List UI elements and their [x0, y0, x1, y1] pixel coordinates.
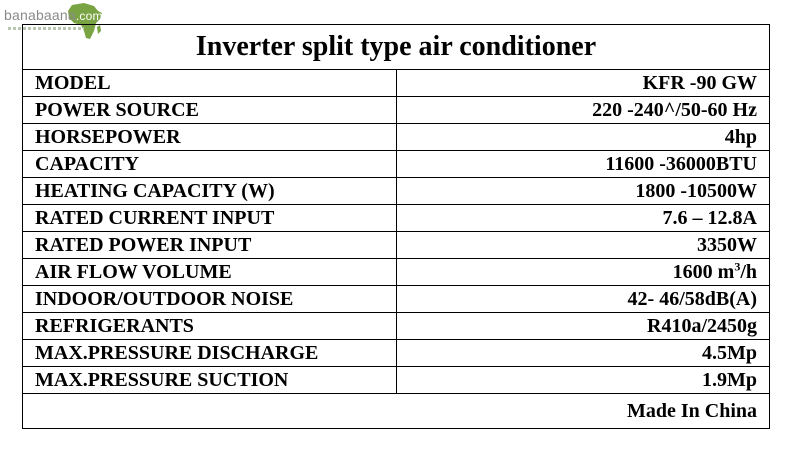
spec-value: 1.9Mp [396, 367, 770, 394]
spec-value: R410a/2450g [396, 313, 770, 340]
spec-label: MAX.PRESSURE SUCTION [23, 367, 397, 394]
spec-value: 7.6 – 12.8A [396, 205, 770, 232]
logo-wordmark [4, 7, 103, 23]
table-row [23, 232, 770, 259]
spec-label: MAX.PRESSURE DISCHARGE [23, 340, 397, 367]
spec-label: AIR FLOW VOLUME [23, 259, 397, 286]
table-row [23, 286, 770, 313]
table-row [23, 124, 770, 151]
footer-row [23, 394, 770, 429]
spec-value: 11600 -36000BTU [396, 151, 770, 178]
spec-label: HORSEPOWER [23, 124, 397, 151]
table-title: Inverter split type air conditioner [23, 25, 770, 70]
spec-table [22, 24, 770, 429]
spec-value [396, 259, 770, 286]
spec-label: RATED CURRENT INPUT [23, 205, 397, 232]
logo-brand: banabaana [4, 7, 76, 23]
spec-value: KFR -90 GW [396, 70, 770, 97]
table-row [23, 340, 770, 367]
table-row [23, 367, 770, 394]
spec-value: 4hp [396, 124, 770, 151]
table-row [23, 70, 770, 97]
table-row [23, 97, 770, 124]
spec-label: REFRIGERANTS [23, 313, 397, 340]
spec-value: 3350W [396, 232, 770, 259]
spec-value: 1800 -10500W [396, 178, 770, 205]
table-row [23, 151, 770, 178]
spec-value-main: 1600 m [672, 261, 735, 283]
spec-value: 4.5Mp [396, 340, 770, 367]
spec-label: INDOOR/OUTDOOR NOISE [23, 286, 397, 313]
table-row [23, 259, 770, 286]
spec-value-suffix: /h [740, 261, 757, 283]
spec-value: 220 -240^/50-60 Hz [396, 97, 770, 124]
spec-label: CAPACITY [23, 151, 397, 178]
table-row [23, 313, 770, 340]
title-row [23, 25, 770, 70]
logo-tld: .com [75, 9, 103, 23]
spec-label: MODEL [23, 70, 397, 97]
table-row [23, 178, 770, 205]
made-in-label: Made In China [23, 394, 770, 429]
spec-label: HEATING CAPACITY (W) [23, 178, 397, 205]
spec-label: POWER SOURCE [23, 97, 397, 124]
spec-value-superscript: 3 [734, 259, 741, 274]
spec-value: 42- 46/58dB(A) [396, 286, 770, 313]
spec-label: RATED POWER INPUT [23, 232, 397, 259]
table-row [23, 205, 770, 232]
